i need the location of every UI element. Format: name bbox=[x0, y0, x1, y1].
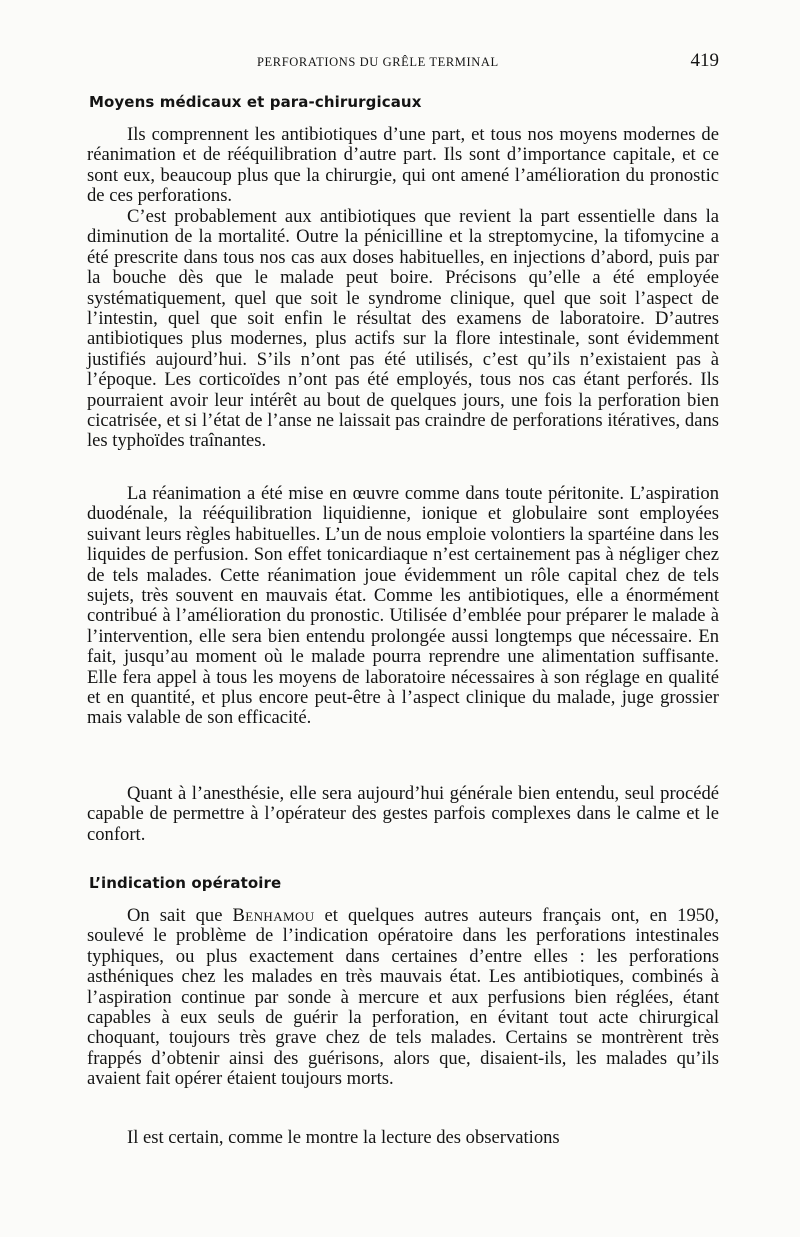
section-heading-indication-operatoire: L’indication opératoire bbox=[89, 874, 282, 892]
paragraph-text-rest: et quelques autres auteurs français ont, en 1950, soulevé le problème de l’indication opératoire dans les perforations intestinales typhiques, ou plus exactement dans certaines d’entre elles : les perforations asthéniques chez les malades en très mauvais état. Les antibiotiques, combinés à l’aspiration continue par sonde à mercure et aux perfusions bien réglées, étant capables à eux seuls de guérir la perforation, en évitant tout acte chirurgical choquant, toujours très grave chez de tels malades. Certains se montrèrent très frappés d’obtenir ainsi des guérisons, alors que, disaient-ils, les malades qu’ils avaient fait opérer étaient toujours morts. bbox=[87, 905, 719, 1090]
paragraph-antibiotiques-intro bbox=[87, 125, 719, 207]
paragraph-observations bbox=[87, 1128, 719, 1148]
running-title: PERFORATIONS DU GRÊLE TERMINAL bbox=[257, 55, 499, 69]
running-header bbox=[87, 50, 719, 74]
paragraph-reanimation bbox=[87, 484, 719, 729]
page-number: 419 bbox=[690, 50, 719, 71]
journal-page bbox=[87, 0, 719, 1237]
paragraph-text: C’est probablement aux antibiotiques que revient la part essentielle dans la diminution de la mortalité. Outre la pénicilline et la streptomycine, la tifomycine a été prescrite dans tous nos cas aux doses habituelles, en injections d’abord, puis par la bouche dès que le malade peut boire. Précisons qu’elle a été employée systématiquement, quel que soit le syndrome clinique, quel que soit l’aspect de l’intestin, quel que soit enfin le résultat des examens de laboratoire. D’autres antibiotiques plus modernes, plus actifs sur la flore intestinale, sont évidemment justifiés aujourd’hui. S’ils n’ont pas été utilisés, c’est qu’ils n’existaient pas à l’époque. Les corticoïdes n’ont pas été employés, tous nos cas étant perforés. Ils pourraient avoir leur intérêt au bout de quelques jours, une fois la perforation bien cicatrisée, et si l’état de l’anse ne laissait pas craindre de perforations itératives, dans les typhoïdes traînantes. bbox=[87, 206, 719, 452]
paragraph-anesthesie bbox=[87, 784, 719, 845]
paragraph-text: La réanimation a été mise en œuvre comme dans toute péritonite. L’aspiration duodénale, la rééquilibration liquidienne, ionique et globulaire sont employées suivant leurs règles habituelles. L’un de nous emploie volontiers la spartéine dans les liquides de perfusion. Son effet tonicardiaque n’est certainement pas à négliger chez de tels malades. Cette réanimation joue évidemment un rôle capital chez de tels sujets, très souvent en mauvais état. Comme les antibiotiques, elle a énormément contribué à l’amélioration du pronostic. Utilisée d’emblée pour préparer le malade à l’intervention, elle sera bien entendu prolongée aussi longtemps que nécessaire. En fait, jusqu’au moment où le malade pourra reprendre une alimentation suffisante. Elle fera appel à tous les moyens de laboratoire nécessaires à son réglage en qualité et en quantité, et plus encore peut-être à l’aspect clinique du malade, juge grossier mais valable de son efficacité. bbox=[87, 483, 719, 729]
section-heading-moyens-medicaux: Moyens médicaux et para-chirurgicaux bbox=[89, 93, 422, 111]
paragraph-text: Il est certain, comme le montre la lecture des observations bbox=[127, 1127, 560, 1148]
paragraph-text: Ils comprennent les antibiotiques d’une part, et tous nos moyens modernes de réanimation et de rééquilibration d’autre part. Ils sont d’importance capitale, et ce sont eux, beaucoup plus que la chirurgie, qui ont amené l’amélioration du pronostic de ces perforations. bbox=[87, 124, 719, 207]
author-name: Benhamou bbox=[232, 905, 315, 926]
paragraph-text-start: On sait que bbox=[127, 905, 233, 926]
paragraph-text: Quant à l’anesthésie, elle sera aujourd’hui générale bien entendu, seul procédé capable de permettre à l’opérateur des gestes parfois complexes dans le calme et le confort. bbox=[87, 783, 719, 845]
paragraph-benhamou bbox=[87, 906, 719, 1090]
paragraph-antibiotiques-detail bbox=[87, 207, 719, 452]
